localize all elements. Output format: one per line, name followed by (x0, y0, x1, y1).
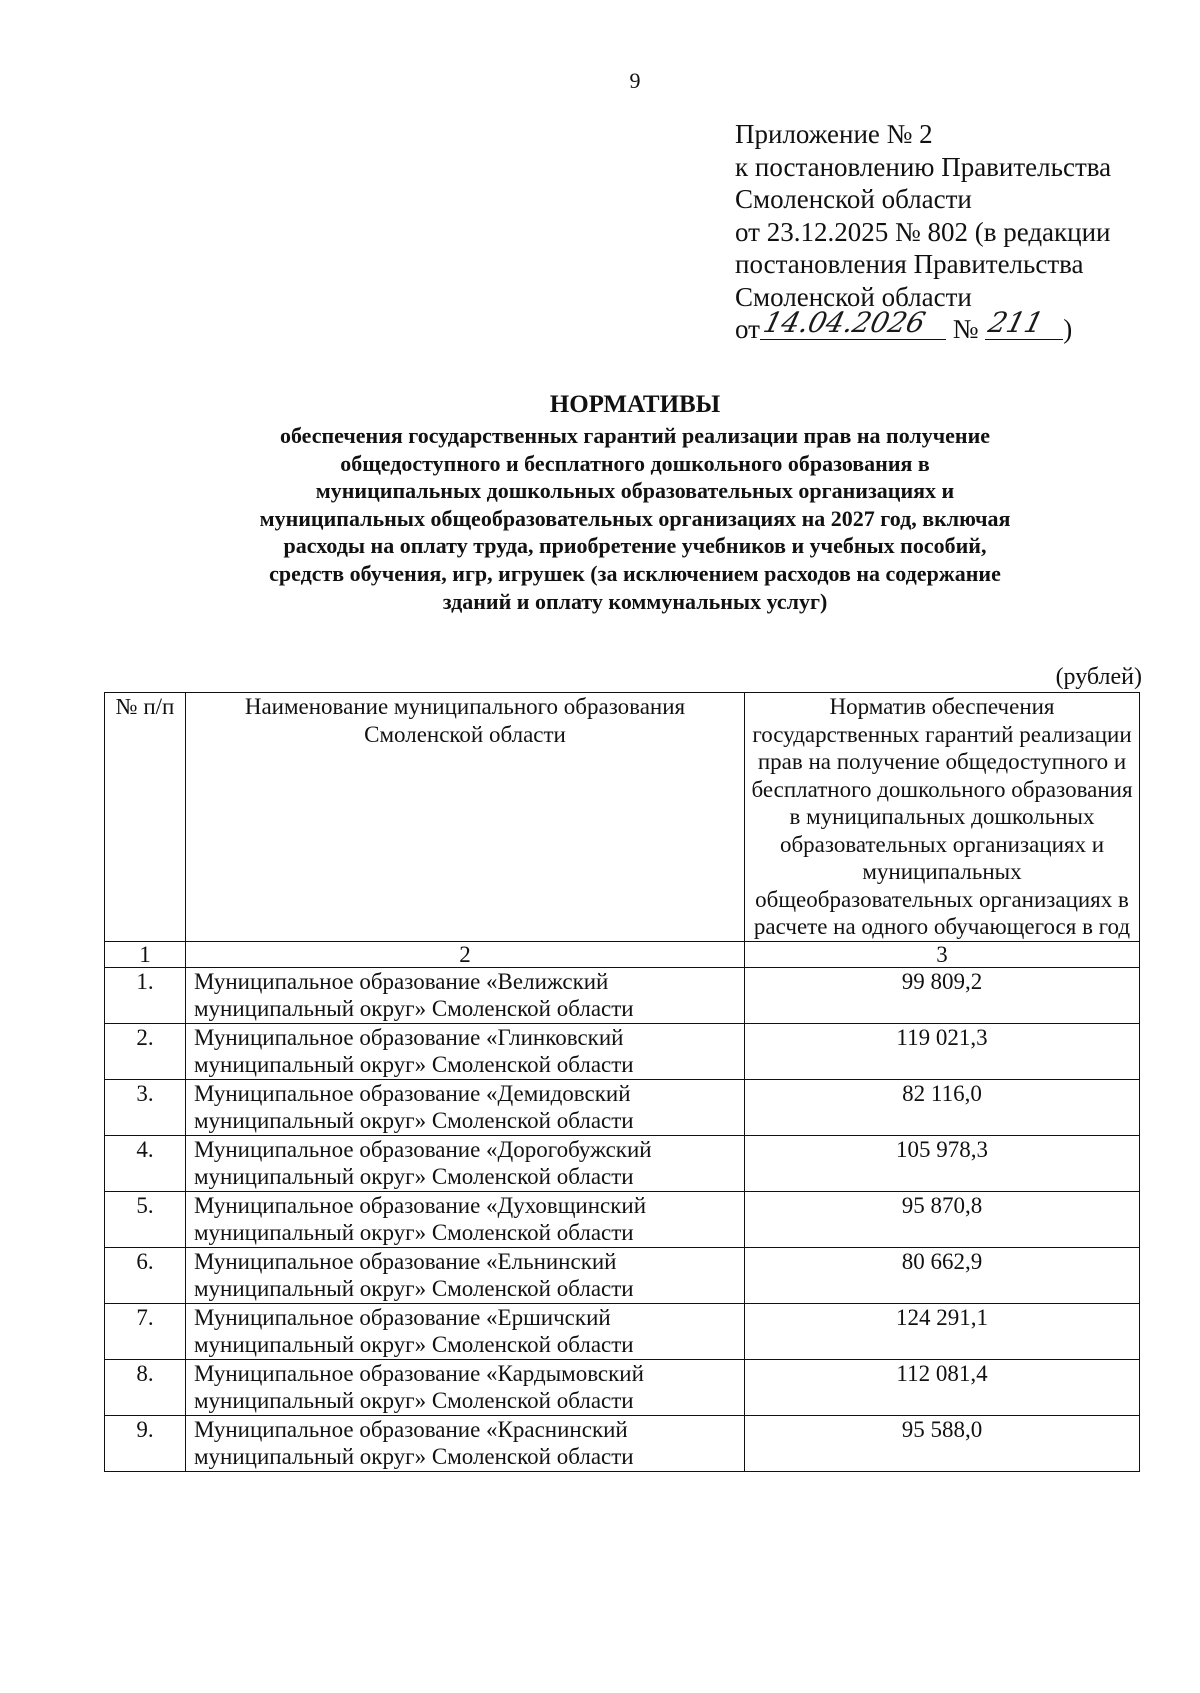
document-title (255, 390, 1015, 615)
column-number: 2 (186, 941, 745, 967)
handwritten-number: 211 (985, 306, 1047, 339)
column-number: 3 (745, 941, 1140, 967)
title-subtitle: обеспечения государственных гарантий реализации прав на получение общедоступного и бесплатного дошкольного образования в муниципальных дошкольных образовательных организациях и муниципальных общеобразовательных организациях на 2027 год, включая расходы на оплату труда, приобретение учебников и учебных пособий, средств обучения, игр, игрушек (за исключением расходов на содержание зданий и оплату коммунальных услуг) (259, 423, 1011, 614)
row-name: Муниципальное образование «Демидовский муниципальный округ» Смоленской области (186, 1079, 745, 1135)
header-cell-name: Наименование муниципального образования Смоленской области (186, 693, 745, 942)
row-value: 82 116,0 (745, 1079, 1140, 1135)
column-number: 1 (105, 941, 186, 967)
row-value: 80 662,9 (745, 1247, 1140, 1303)
table-row (105, 1079, 1140, 1135)
row-name: Муниципальное образование «Кардымовский муниципальный округ» Смоленской области (186, 1359, 745, 1415)
norms-table (104, 692, 1140, 1472)
row-value: 112 081,4 (745, 1359, 1140, 1415)
number-sign: № (952, 314, 979, 344)
appendix-line: от 23.12.2025 № 802 (в редакции (735, 216, 1111, 247)
header-cell-norm: Норматив обеспечения государственных гарантий реализации прав на получение общедоступного и бесплатного дошкольного образования в муниципальных дошкольных образовательных организациях и муниципальных общеобразовательных организациях в расчете на одного обучающегося в год (745, 693, 1140, 942)
row-name: Муниципальное образование «Краснинский муниципальный округ» Смоленской области (186, 1415, 745, 1471)
table-row (105, 1247, 1140, 1303)
row-value: 119 021,3 (745, 1023, 1140, 1079)
closing-parenthesis: ) (1063, 314, 1073, 344)
date-prefix: от (735, 314, 760, 344)
row-number: 6. (105, 1247, 186, 1303)
appendix-line: к постановлению Правительства (735, 151, 1112, 182)
row-name: Муниципальное образование «Дорогобужский муниципальный округ» Смоленской области (186, 1135, 745, 1191)
title-main: НОРМАТИВЫ (549, 391, 721, 418)
table-row (105, 1191, 1140, 1247)
table-row (105, 1415, 1140, 1471)
appendix-line: Смоленской области (735, 281, 972, 312)
table-row (105, 1135, 1140, 1191)
table-row (105, 1023, 1140, 1079)
appendix-signature-line (735, 306, 1175, 346)
row-value: 105 978,3 (745, 1135, 1140, 1191)
appendix-line: Приложение № 2 (735, 119, 933, 149)
appendix-block (735, 118, 1175, 346)
row-name: Муниципальное образование «Ельнинский муниципальный округ» Смоленской области (186, 1247, 745, 1303)
handwritten-date: 14.04.2026 (760, 306, 929, 339)
table-header-row (105, 693, 1140, 942)
appendix-line: постановления Правительства (735, 249, 1084, 279)
header-cell-number: № п/п (105, 693, 186, 942)
row-number: 4. (105, 1135, 186, 1191)
table-row (105, 967, 1140, 1023)
row-value: 124 291,1 (745, 1303, 1140, 1359)
row-name: Муниципальное образование «Глинковский муниципальный округ» Смоленской области (186, 1023, 745, 1079)
column-number-row (105, 941, 1140, 967)
row-number: 5. (105, 1191, 186, 1247)
unit-label: (рублей) (1055, 664, 1142, 690)
table-row (105, 1359, 1140, 1415)
handwritten-date-field (760, 306, 946, 340)
row-name: Муниципальное образование «Духовщинский муниципальный округ» Смоленской области (186, 1191, 745, 1247)
row-name: Муниципальное образование «Велижский муниципальный округ» Смоленской области (186, 967, 745, 1023)
page-number: 9 (629, 68, 641, 93)
row-value: 95 588,0 (745, 1415, 1140, 1471)
row-number: 7. (105, 1303, 186, 1359)
row-number: 8. (105, 1359, 186, 1415)
handwritten-number-field (985, 306, 1063, 340)
row-value: 95 870,8 (745, 1191, 1140, 1247)
row-number: 3. (105, 1079, 186, 1135)
table-row (105, 1303, 1140, 1359)
row-number: 1. (105, 967, 186, 1023)
row-name: Муниципальное образование «Ершичский муниципальный округ» Смоленской области (186, 1303, 745, 1359)
row-value: 99 809,2 (745, 967, 1140, 1023)
row-number: 9. (105, 1415, 186, 1471)
appendix-line: Смоленской области (735, 184, 972, 214)
row-number: 2. (105, 1023, 186, 1079)
